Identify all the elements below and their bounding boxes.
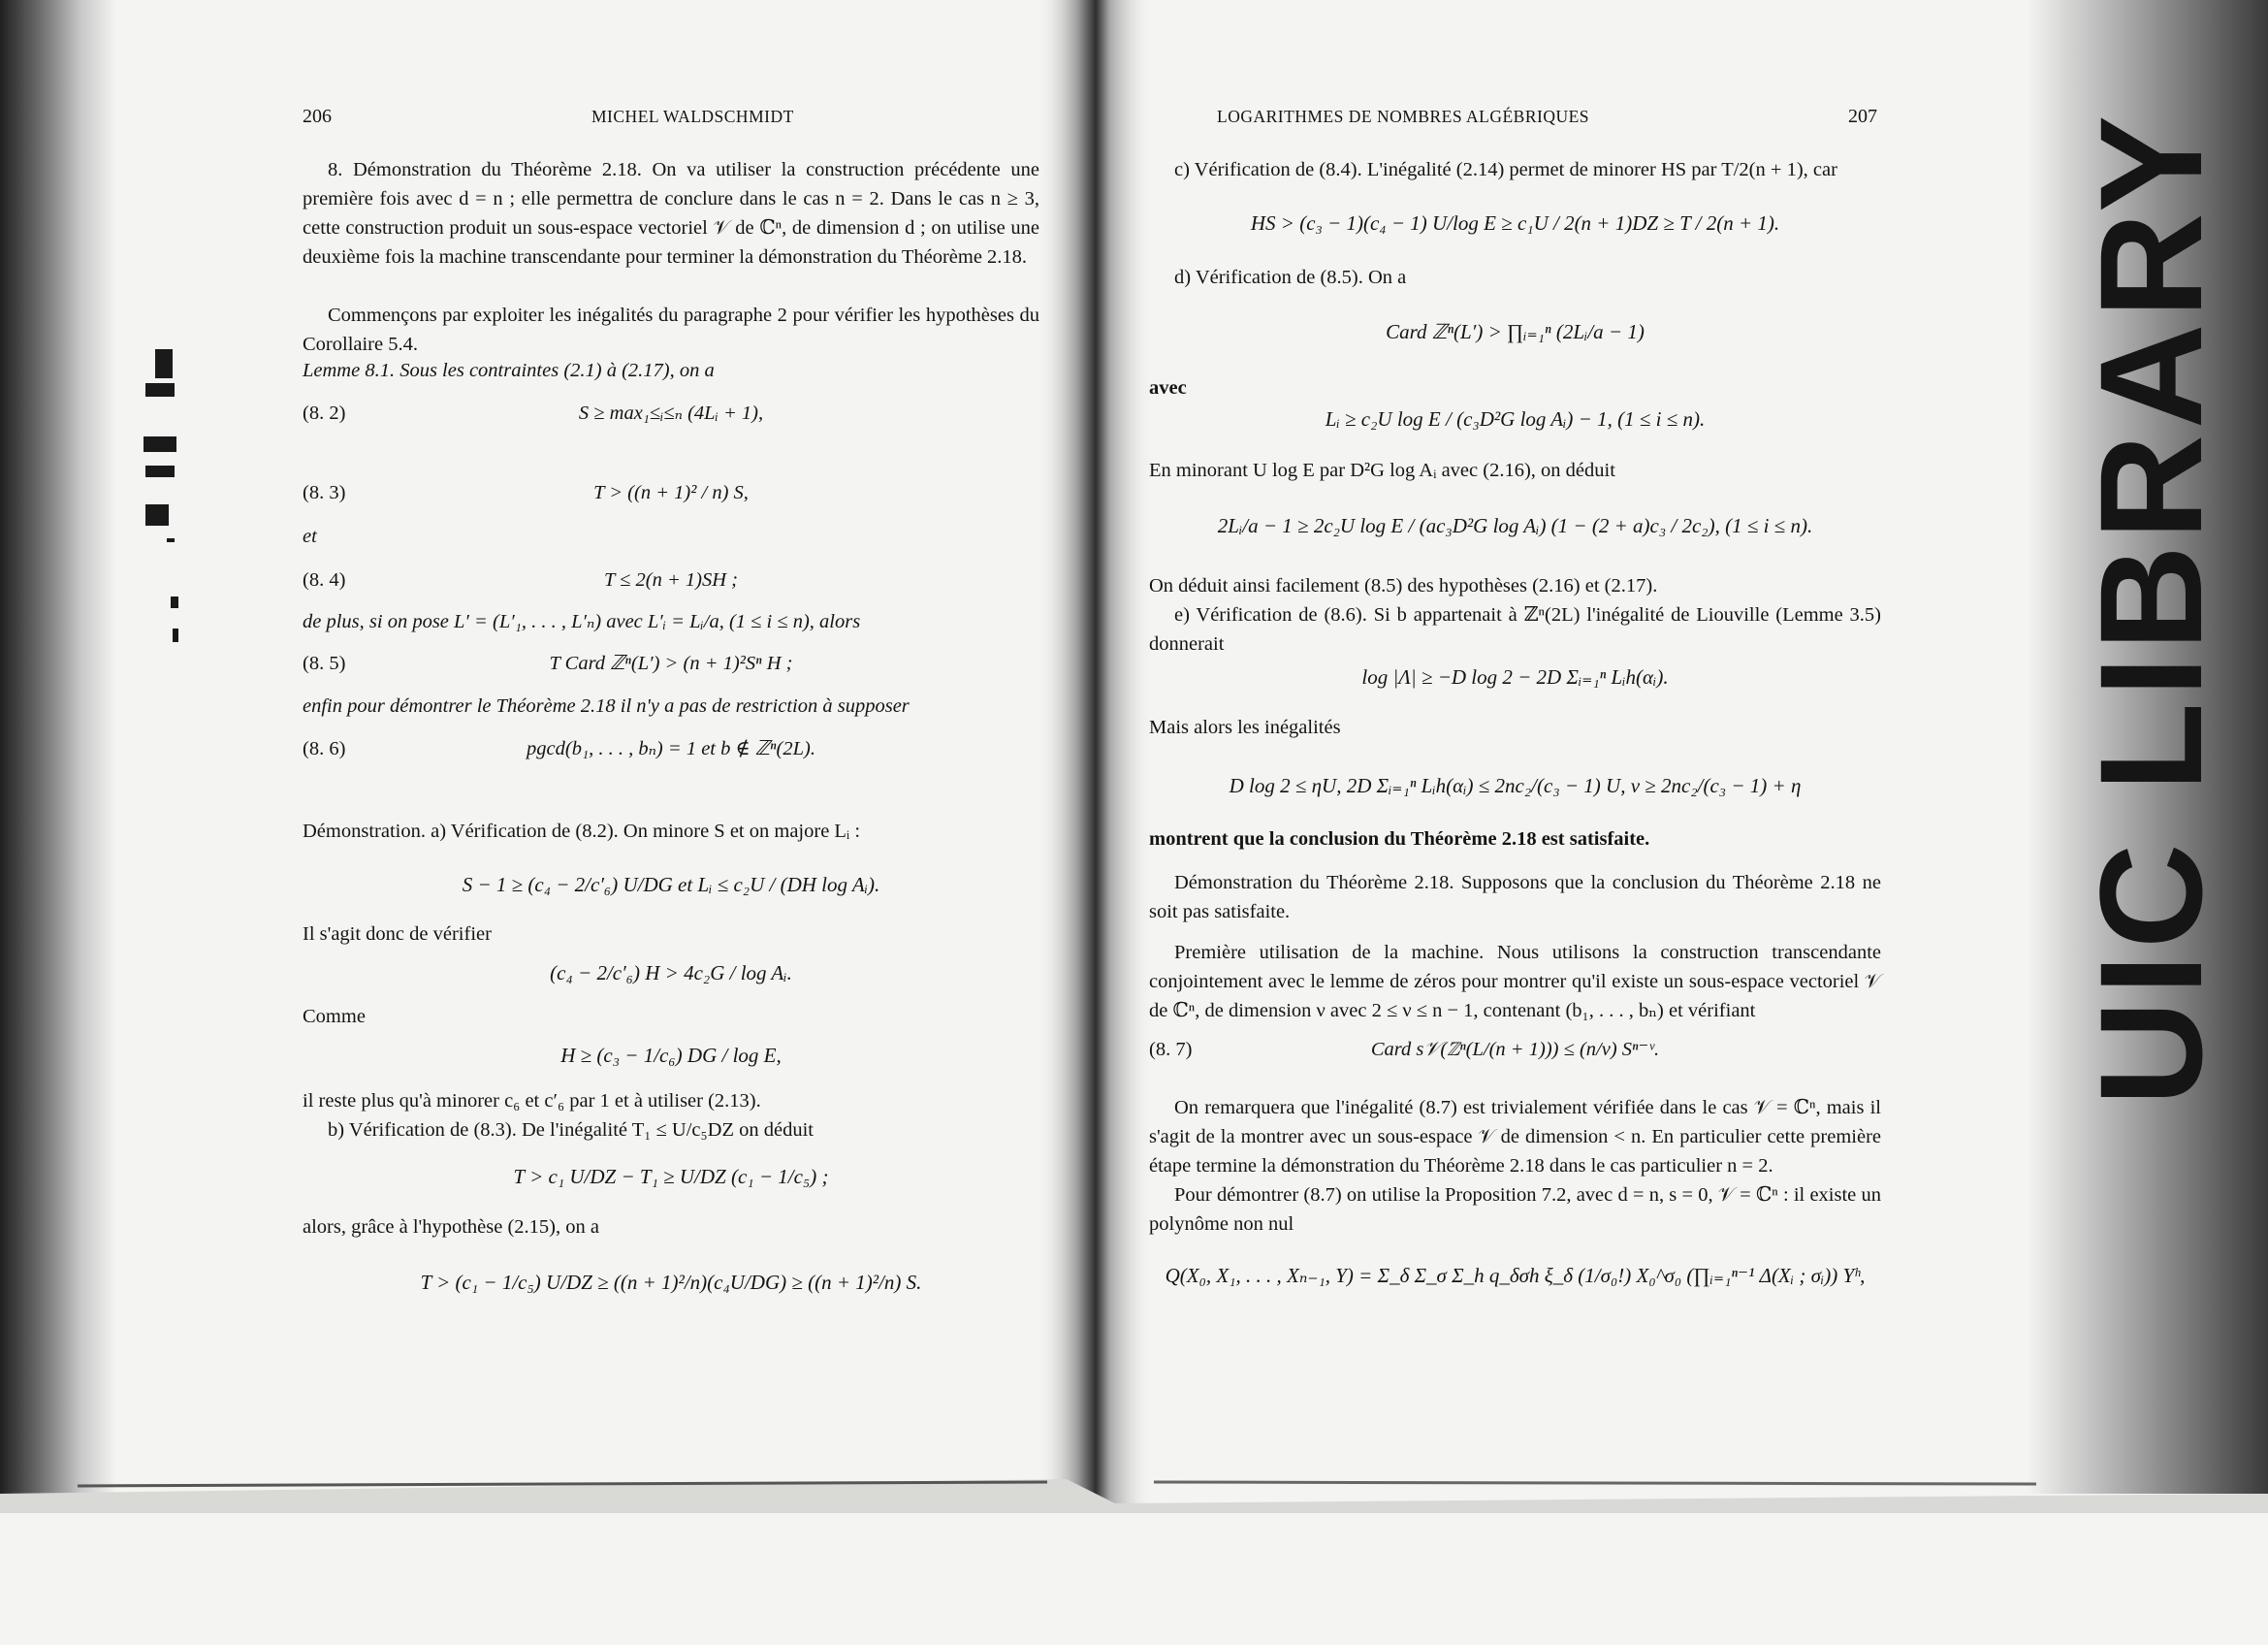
equation-formula: T ≤ 2(n + 1)SH ; [603,569,739,591]
right-running-head [1149,102,1881,131]
running-head-title: LOGARITHMES DE NOMBRES ALGÉBRIQUES [1217,107,1590,126]
equation-number: (8. 6) [303,738,346,759]
display-inequality-1: S − 1 ≥ (c₄ − 2/c′₆) U/DG et Lᵢ ≤ c₂U / (DH log Aᵢ). [462,873,880,896]
display-card: Card ℤⁿ(L′) > ∏ᵢ₌₁ⁿ (2Lᵢ/a − 1) [1386,320,1645,343]
word-et: et [303,526,317,547]
il-sagit-line: Il s'agit donc de vérifier [303,923,492,945]
left-running-head [303,102,1039,131]
on-deduit-line: On déduit ainsi facilement (8.5) des hypothèses (2.16) et (2.17). [1149,575,1658,597]
equation-8-5 [303,649,1039,682]
comme-line: Comme [303,1006,366,1027]
equation-8-6 [303,734,1039,767]
display-inequality-4: T > c₁ U/DZ − T₁ ≥ U/DZ (c₁ − 1/c₅) ; [513,1165,829,1188]
verification-c: c) Vérification de (8.4). L'inégalité (2.14) permet de minorer HS par T/2(n + 1), car [1174,159,1837,180]
alors-line: alors, grâce à l'hypothèse (2.15), on a [303,1216,599,1238]
section-paragraph: 8. Démonstration du Théorème 2.18. On va utiliser la construction précédente une première fois avec d = n ; elle permettra de conclure dans le cas n = 2. Dans le cas n ≥ 3, cette construction produit un sous-espace vectoriel 𝒱 de ℂⁿ, de dimension d ; on utilise une deuxième fois la machine transcendante pour terminer la démonstration du Théorème 2.18. [303,159,1039,268]
equation-number: (8. 5) [303,653,346,674]
demonstration-theoreme: Démonstration du Théorème 2.18. Supposons que la conclusion du Théorème 2.18 ne soit pas satisfaite. [1149,872,1881,922]
lemma-8-1: Lemme 8.1. Sous les contraintes (2.1) à (2.17), on a [303,360,715,381]
display-inequality-2: (c₄ − 2/c′₆) H > 4c₂G / log Aᵢ. [550,961,792,984]
display-inequality-5: T > (c₁ − 1/c₅) U/DZ ≥ ((n + 1)²/n)(c₄U/DG) ≥ ((n + 1)²/n) S. [420,1271,922,1294]
premiere-utilisation: Première utilisation de la machine. Nous utilisons la construction transcendante conjointement avec le lemme de zéros pour montrer qu'il existe un sous-espace vectoriel 𝒱 de ℂⁿ, de dimension ν avec 2 ≤ ν ≤ n − 1, contenant (b₁, . . . , bₙ) et vérifiant [1149,942,1881,1021]
demonstration-a: Démonstration. a) Vérification de (8.2). On minore S et on majore Lᵢ : [303,821,861,842]
equation-8-4 [303,565,1039,598]
mais-line: Mais alors les inégalités [1149,717,1341,738]
equation-number: (8. 4) [303,569,346,591]
book-spine-shadow [1038,0,1154,1513]
display-inequalities: D log 2 ≤ ηU, 2D Σᵢ₌₁ⁿ Lᵢh(αᵢ) ≤ 2nc₂/(c₃ − 1) U, ν ≥ 2nc₂/(c₃ − 1) + η [1229,774,1802,797]
equation-formula: T Card ℤⁿ(L′) > (n + 1)²Sⁿ H ; [549,653,793,674]
library-stamp [2069,110,2232,1106]
il-reste-line: il reste plus qu'à minorer c₆ et c′₆ par 1 et à utiliser (2.13). [303,1090,761,1112]
enfin-line: enfin pour démontrer le Théorème 2.18 il n'y a pas de restriction à supposer [303,695,910,717]
page-number: 207 [1848,106,1877,127]
left-page [303,102,1039,1314]
equation-8-2 [303,399,1039,432]
equation-formula: Card s𝒱(ℤⁿ(L/(n + 1))) ≤ (n/ν) Sⁿ⁻ᵛ. [1370,1039,1660,1060]
equation-number: (8. 2) [303,403,346,424]
demonstration-b: b) Vérification de (8.3). De l'inégalité T₁ ≤ U/c₅DZ on déduit [328,1119,814,1141]
display-polynomial: Q(X₀, X₁, . . . , Xₙ₋₁, Y) = Σ_δ Σ_σ Σ_h q_δσh ξ_δ (1/σ₀!) X₀^σ₀ (∏ᵢ₌₁ⁿ⁻¹ Δ(Xᵢ ; σᵢ)) Yʰ, [1165,1264,1866,1287]
equation-formula: S ≥ max₁≤ᵢ≤ₙ (4Lᵢ + 1), [578,403,764,424]
verification-e: e) Vérification de (8.6). Si b appartenait à ℤⁿ(2L) l'inégalité de Liouville (Lemme 3.5) donnerait [1149,604,1881,655]
equation-8-7 [1149,1035,1881,1068]
running-head-author: MICHEL WALDSCHMIDT [591,107,794,126]
de-plus-line: de plus, si on pose L′ = (L′₁, . . . , L′ₙ) avec L′ᵢ = Lᵢ/a, (1 ≤ i ≤ n), alors [303,611,861,632]
display-hs: HS > (c₃ − 1)(c₄ − 1) U/log E ≥ c₁U / 2(n + 1)DZ ≥ T / 2(n + 1). [1250,211,1780,235]
left-book-edge [0,0,116,1494]
display-log-lambda: log |Λ| ≥ −D log 2 − 2D Σᵢ₌₁ⁿ Lᵢh(αᵢ). [1361,665,1669,689]
on-remarquera: On remarquera que l'inégalité (8.7) est trivialement vérifiée dans le cas 𝒱 = ℂⁿ, mais il s'agit de la montrer avec un sous-espace 𝒱 de dimension < n. En particulier cette première étape termine la démonstration du Théorème 2.18 dans le cas particulier n = 2. [1149,1097,1881,1177]
page-number: 206 [303,106,332,127]
paragraph-2: Commençons par exploiter les inégalités du paragraphe 2 pour vérifier les hypothèses du Corollaire 5.4. [303,305,1039,355]
display-inequality-3: H ≥ (c₃ − 1/c₆) DG / log E, [560,1044,782,1067]
display-li: Lᵢ ≥ c₂U log E / (c₃D²G log Aᵢ) − 1, (1 ≤ i ≤ n). [1325,407,1706,431]
equation-formula: T > ((n + 1)² / n) S, [593,482,749,503]
display-2li: 2Lᵢ/a − 1 ≥ 2c₂U log E / (ac₃D²G log Aᵢ) (1 − (2 + a)c₃ / 2c₂), (1 ≤ i ≤ n). [1217,514,1813,537]
equation-number: (8. 7) [1149,1039,1193,1060]
equation-number: (8. 3) [303,482,346,503]
verification-d: d) Vérification de (8.5). On a [1174,267,1407,288]
en-minorant-line: En minorant U log E par D²G log Aᵢ avec (2.16), on déduit [1149,460,1615,481]
equation-formula: pgcd(b₁, . . . , bₙ) = 1 et b ∉ ℤⁿ(2L). [527,738,815,759]
montrent-line: montrent que la conclusion du Théorème 2.18 est satisfaite. [1149,828,1650,850]
pour-demontrer: Pour démontrer (8.7) on utilise la Proposition 7.2, avec d = n, s = 0, 𝒱 = ℂⁿ : il existe un polynôme non nul [1149,1184,1881,1235]
equation-8-3 [303,478,1039,511]
svg-text:UIC LIBRARY: UIC LIBRARY [2069,109,2232,1106]
avec-line: avec [1149,377,1187,399]
right-page [1149,102,1881,1314]
